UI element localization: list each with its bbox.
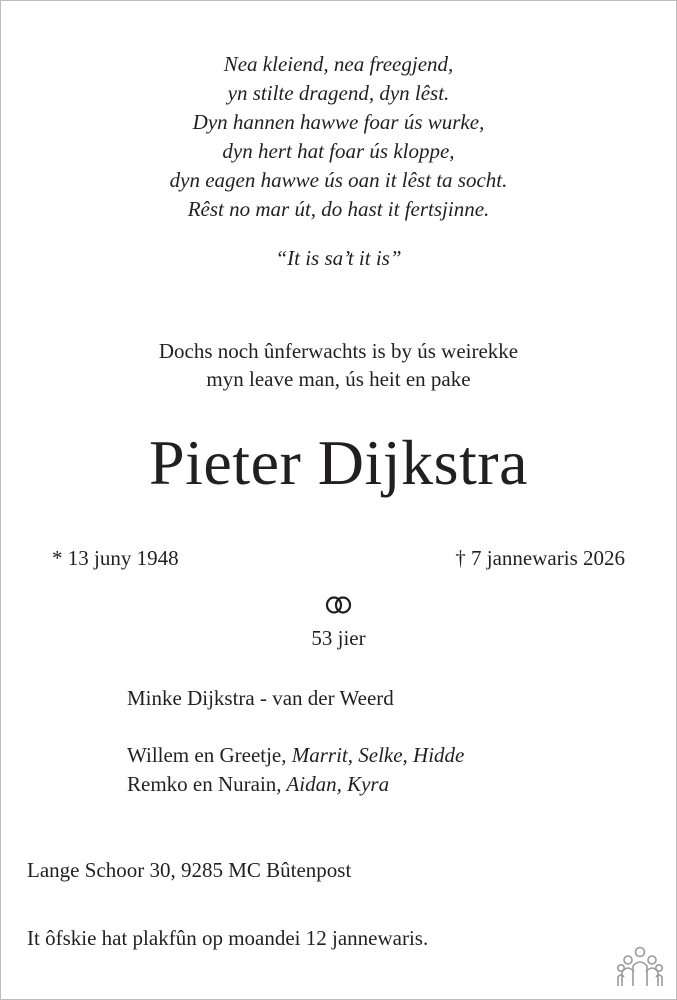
poem-line: yn stilte dragend, dyn lêst. bbox=[227, 81, 450, 105]
poem bbox=[0, 50, 677, 224]
family-line bbox=[127, 770, 464, 799]
years-married: 53 jier bbox=[311, 626, 366, 650]
birth-date: * 13 juny 1948 bbox=[52, 546, 179, 570]
intro-line: Dochs noch ûnferwachts is by ús weirekke bbox=[158, 339, 519, 363]
deceased-name: Pieter Dijkstra bbox=[149, 427, 528, 498]
family-line bbox=[127, 741, 464, 770]
family-list bbox=[127, 741, 464, 799]
wedding-rings-icon bbox=[324, 595, 354, 615]
poem-quote: “It is sa’t it is” bbox=[275, 246, 402, 270]
poem-line: Rêst no mar út, do hast it fertsjinne. bbox=[187, 197, 490, 221]
death-date: † 7 jannewaris 2026 bbox=[455, 546, 625, 570]
poem-line: Dyn hannen hawwe foar ús wurke, bbox=[192, 110, 485, 134]
address: Lange Schoor 30, 9285 MC Bûtenpost bbox=[27, 858, 352, 882]
funeral-note: It ôfskie hat plakfûn op moandei 12 jannewaris. bbox=[27, 926, 429, 950]
intro-text bbox=[0, 337, 677, 393]
poem-line: dyn hert hat foar ús kloppe, bbox=[222, 139, 455, 163]
spouse-name: Minke Dijkstra - van der Weerd bbox=[127, 686, 394, 710]
children-names: Remko en Nurain bbox=[127, 772, 277, 796]
people-group-icon bbox=[617, 946, 663, 988]
grandchildren-names: , Marrit, Selke, Hidde bbox=[281, 743, 465, 767]
intro-line: myn leave man, ús heit en pake bbox=[206, 367, 471, 391]
children-names: Willem en Greetje bbox=[127, 743, 282, 767]
grandchildren-names: , Aidan, Kyra bbox=[276, 772, 390, 796]
poem-line: Nea kleiend, nea freegjend, bbox=[223, 52, 454, 76]
poem-line: dyn eagen hawwe ús oan it lêst ta socht. bbox=[169, 168, 508, 192]
